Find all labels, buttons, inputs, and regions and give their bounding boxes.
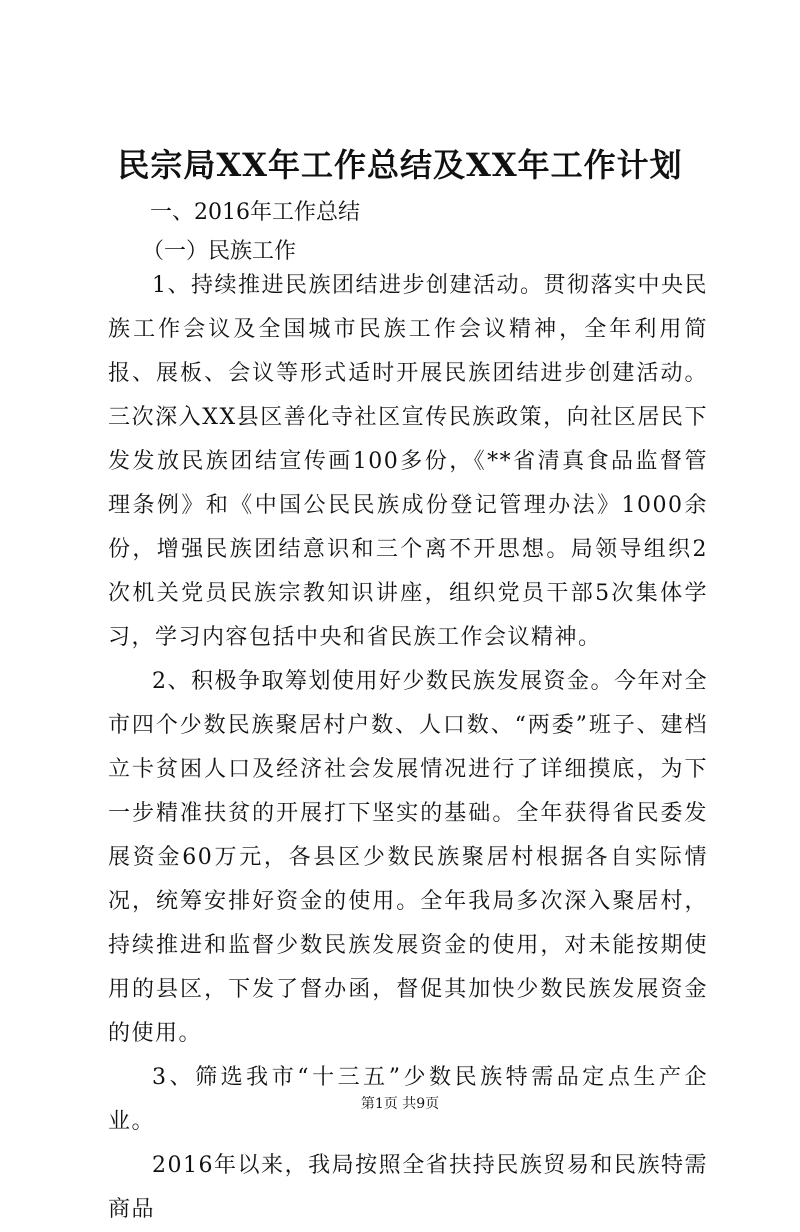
paragraph-4: 2016年以来，我局按照全省扶持民族贸易和民族特需商品 [108,1153,708,1222]
document-body [108,264,708,1232]
paragraph-1: 1、持续推进民族团结进步创建活动。贯彻落实中央民族工作会议及全国城市民族工作会议精神，全年利用简报、展板、会议等形式适时开展民族团结进步创建活动。三次深入XX县区善化寺社区宣传民族政策，向社区居民下发发放民族团结宣传画100多份，《**省清真食品监督管理条例》和《中国公民民族成份登记管理办法》1000余份，增强民族团结意识和三个离不开思想。局领导组织2次机关党员民族宗教知识讲座，组织党员干部5次集体学习，学习内容包括中央和省民族工作会议精神。 [108,273,708,650]
page-number: 第1页 共9页 [360,1096,440,1112]
paragraph-3: 3、筛选我市“十三五”少数民族特需品定点生产企业。 [108,1065,708,1134]
subsection-heading: （一）民族工作 [142,239,297,264]
paragraph-2: 2、积极争取筹划使用好少数民族发展资金。今年对全市四个少数民族聚居村户数、人口数、“两委”班子、建档立卡贫困人口及经济社会发展情况进行了详细摸底，为下一步精准扶贫的开展打下坚实的基础。全年获得省民委发展资金60万元，各县区少数民族聚居村根据各自实际情况，统筹安排好资金的使用。全年我局多次深入聚居村，持续推进和监督少数民族发展资金的使用，对未能按期使用的县区，下发了督办函，督促其加快少数民族发展资金的使用。 [108,669,708,1046]
section-heading: 一、2016年工作总结 [150,200,360,225]
document-title: 民宗局XX年工作总结及XX年工作计划 [117,146,683,184]
